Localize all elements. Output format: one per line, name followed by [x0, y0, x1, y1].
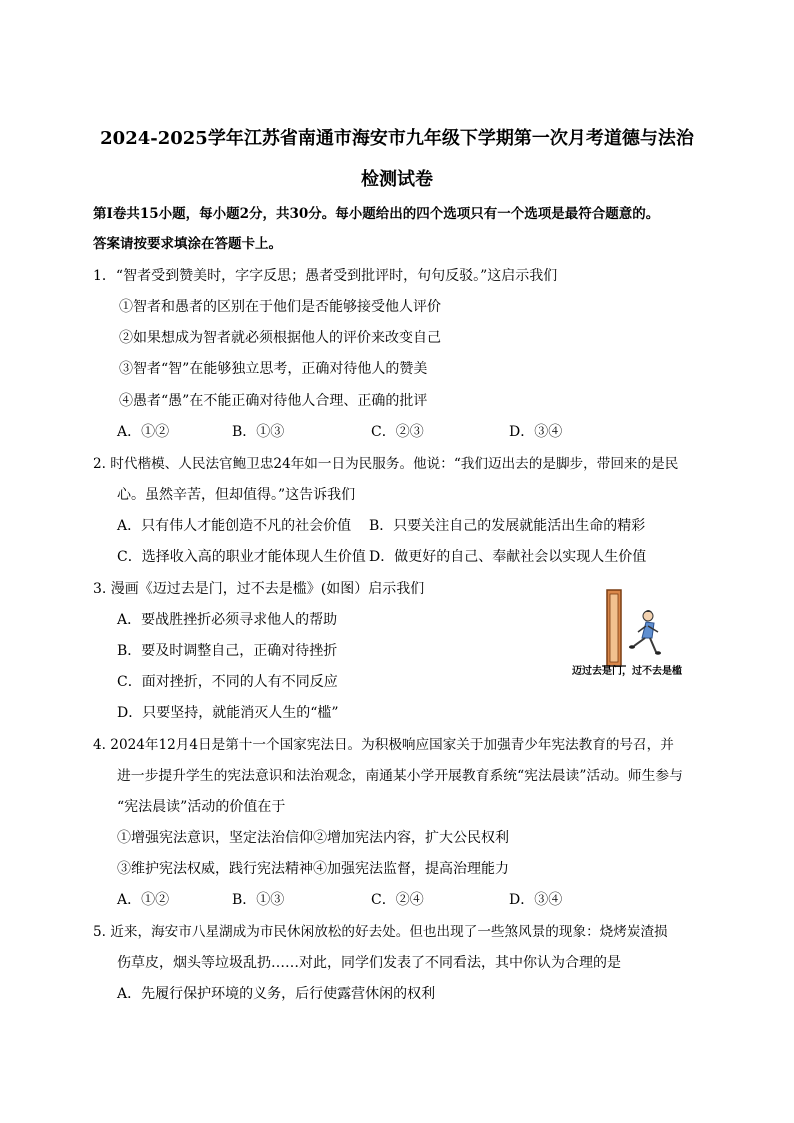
q4-stem-line2: 进一步提升学生的宪法意识和法治观念，南通某小学开展教育系统“宪法晨读”活动。师生参与	[117, 768, 683, 784]
q4-option-d: D．③④	[509, 892, 563, 908]
q4-stem-line3: “宪法晨读”活动的价值在于	[117, 799, 286, 815]
q5-stem-line2: 伤草皮，烟头等垃圾乱扔……对此，同学们发表了不同看法，其中你认为合理的是	[117, 955, 621, 971]
instructions-line2: 答案请按要求填涂在答题卡上。	[93, 236, 282, 252]
q3-option-a: A．要战胜挫折必须寻求他人的帮助	[117, 612, 338, 628]
q4-option-b: B．①③	[232, 892, 285, 908]
q2-option-b: B．只要关注自己的发展就能活出生命的精彩	[369, 518, 646, 534]
q2-stem-line1: 2. 时代楷模、人民法官鲍卫忠24年如一日为民服务。他说：“我们迈出去的是脚步，带回来的是民	[93, 456, 679, 472]
q1-option-d: D．③④	[509, 424, 563, 440]
q3-option-b: B．要及时调整自己，正确对待挫折	[117, 643, 338, 659]
cartoon-caption: 迈过去是门，过不去是槛	[572, 666, 682, 677]
exam-title-line1: 2024-2025学年江苏省南通市海安市九年级下学期第一次月考道德与法治	[100, 128, 694, 149]
q1-option-c: C．②③	[371, 424, 424, 440]
q2-option-c: C．选择收入高的职业才能体现人生价值	[117, 549, 366, 565]
exam-title-line2: 检测试卷	[361, 169, 433, 190]
q1-stem: 1．“智者受到赞美时，字字反思；愚者受到批评时，句句反驳。”这启示我们	[93, 268, 558, 284]
q4-statements-3-4: ③维护宪法权威，践行宪法精神④加强宪法监督，提高治理能力	[117, 861, 509, 877]
q2-stem-line2: 心。虽然辛苦，但却值得。”这告诉我们	[117, 487, 356, 503]
q4-option-a: A．①②	[117, 892, 170, 908]
q4-stem-line1: 4. 2024年12月4日是第十一个国家宪法日。为积极响应国家关于加强青少年宪法教育的号召，并	[93, 737, 674, 753]
q1-option-b: B．①③	[232, 424, 285, 440]
q1-statement-1: ①智者和愚者的区别在于他们是否能够接受他人评价	[119, 299, 441, 315]
q1-statement-2: ②如果想成为智者就必须根据他人的评价来改变自己	[119, 330, 441, 346]
q3-option-c: C．面对挫折，不同的人有不同反应	[117, 674, 338, 690]
q3-option-d: D．只要坚持，就能消灭人生的“槛”	[117, 705, 339, 721]
q1-option-a: A．①②	[117, 424, 170, 440]
q1-statement-3: ③智者“智”在能够独立思考，正确对待他人的赞美	[119, 361, 428, 377]
q3-stem: 3. 漫画《迈过去是门，过不去是槛》(如图）启示我们	[93, 581, 425, 597]
instructions-line1: 第Ⅰ卷共15小题，每小题2分，共30分。每小题给出的四个选项只有一个选项是最符合题意的。	[93, 206, 660, 222]
q1-statement-4: ④愚者“愚”在不能正确对待他人合理、正确的批评	[119, 393, 428, 409]
q5-option-a: A．先履行保护环境的义务，后行使露营休闲的权利	[117, 986, 436, 1002]
q2-option-a: A．只有伟人才能创造不凡的社会价值	[117, 518, 352, 534]
q5-stem-line1: 5. 近来，海安市八星湖成为市民休闲放松的好去处。但也出现了一些煞风景的现象：烧烤炭渣损	[93, 924, 668, 940]
q4-option-c: C．②④	[371, 892, 424, 908]
q2-option-d: D．做更好的自己、奉献社会以实现人生价值	[369, 549, 647, 565]
q4-statements-1-2: ①增强宪法意识，坚定法治信仰②增加宪法内容，扩大公民权利	[117, 830, 509, 846]
